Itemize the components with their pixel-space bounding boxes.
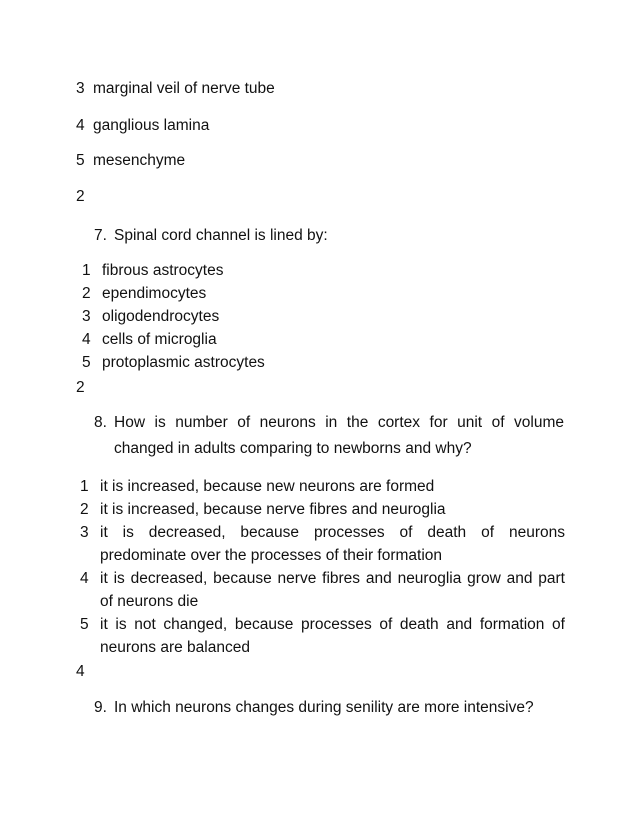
option-text: cells of microglia xyxy=(102,331,217,348)
item-number: 5 xyxy=(76,152,85,169)
option-number: 3 xyxy=(82,308,91,325)
question-number: 7. xyxy=(94,227,107,244)
option-number: 5 xyxy=(82,354,91,371)
answer-7: 2 xyxy=(76,379,85,396)
item-number: 4 xyxy=(76,117,85,134)
list-item xyxy=(76,116,209,136)
question-8 xyxy=(94,410,564,462)
option-row xyxy=(80,475,565,498)
option-text: protoplasmic astrocytes xyxy=(102,354,265,371)
item-number: 3 xyxy=(76,80,85,97)
question-9 xyxy=(94,695,564,721)
option-number: 1 xyxy=(80,478,89,495)
question-text: Spinal cord channel is lined by: xyxy=(114,227,328,244)
option-row xyxy=(82,261,223,281)
option-text: ependimocytes xyxy=(102,285,207,302)
option-number: 5 xyxy=(80,616,89,633)
option-row xyxy=(80,613,565,659)
item-text: ganglious lamina xyxy=(93,117,210,134)
option-row xyxy=(82,284,206,304)
question-7 xyxy=(94,226,328,246)
option-number: 3 xyxy=(80,524,89,541)
question-number: 9. xyxy=(94,699,107,716)
option-row xyxy=(82,307,219,327)
list-item xyxy=(76,79,275,99)
option-text: it is decreased, because processes of death of neurons predominate over the processes of their formation xyxy=(100,524,565,564)
option-text: it is decreased, because nerve fibres and neuroglia grow and part of neurons die xyxy=(100,570,565,610)
option-number: 2 xyxy=(82,285,91,302)
option-text: oligodendrocytes xyxy=(102,308,220,325)
option-number: 4 xyxy=(80,570,89,587)
option-number: 1 xyxy=(82,262,91,279)
option-text: fibrous astrocytes xyxy=(102,262,224,279)
option-row xyxy=(82,330,217,350)
option-row xyxy=(82,353,265,373)
option-text: it is increased, because nerve fibres and neuroglia xyxy=(100,501,446,518)
option-number: 2 xyxy=(80,501,89,518)
question-text: In which neurons changes during senility are more intensive? xyxy=(114,699,534,716)
option-row xyxy=(80,521,565,567)
answer-8: 4 xyxy=(76,663,85,680)
answer-6: 2 xyxy=(76,188,85,205)
question-number: 8. xyxy=(94,414,107,431)
list-item xyxy=(76,151,185,171)
option-text: it is increased, because new neurons are formed xyxy=(100,478,435,495)
option-number: 4 xyxy=(82,331,91,348)
option-row xyxy=(80,567,565,613)
item-text: mesenchyme xyxy=(93,152,186,169)
item-text: marginal veil of nerve tube xyxy=(93,80,275,97)
option-text: it is not changed, because processes of death and formation of neurons are balanced xyxy=(100,616,565,656)
option-row xyxy=(80,498,565,521)
question-text: How is number of neurons in the cortex for unit of volume changed in adults comparing to newborns and why? xyxy=(114,414,564,457)
